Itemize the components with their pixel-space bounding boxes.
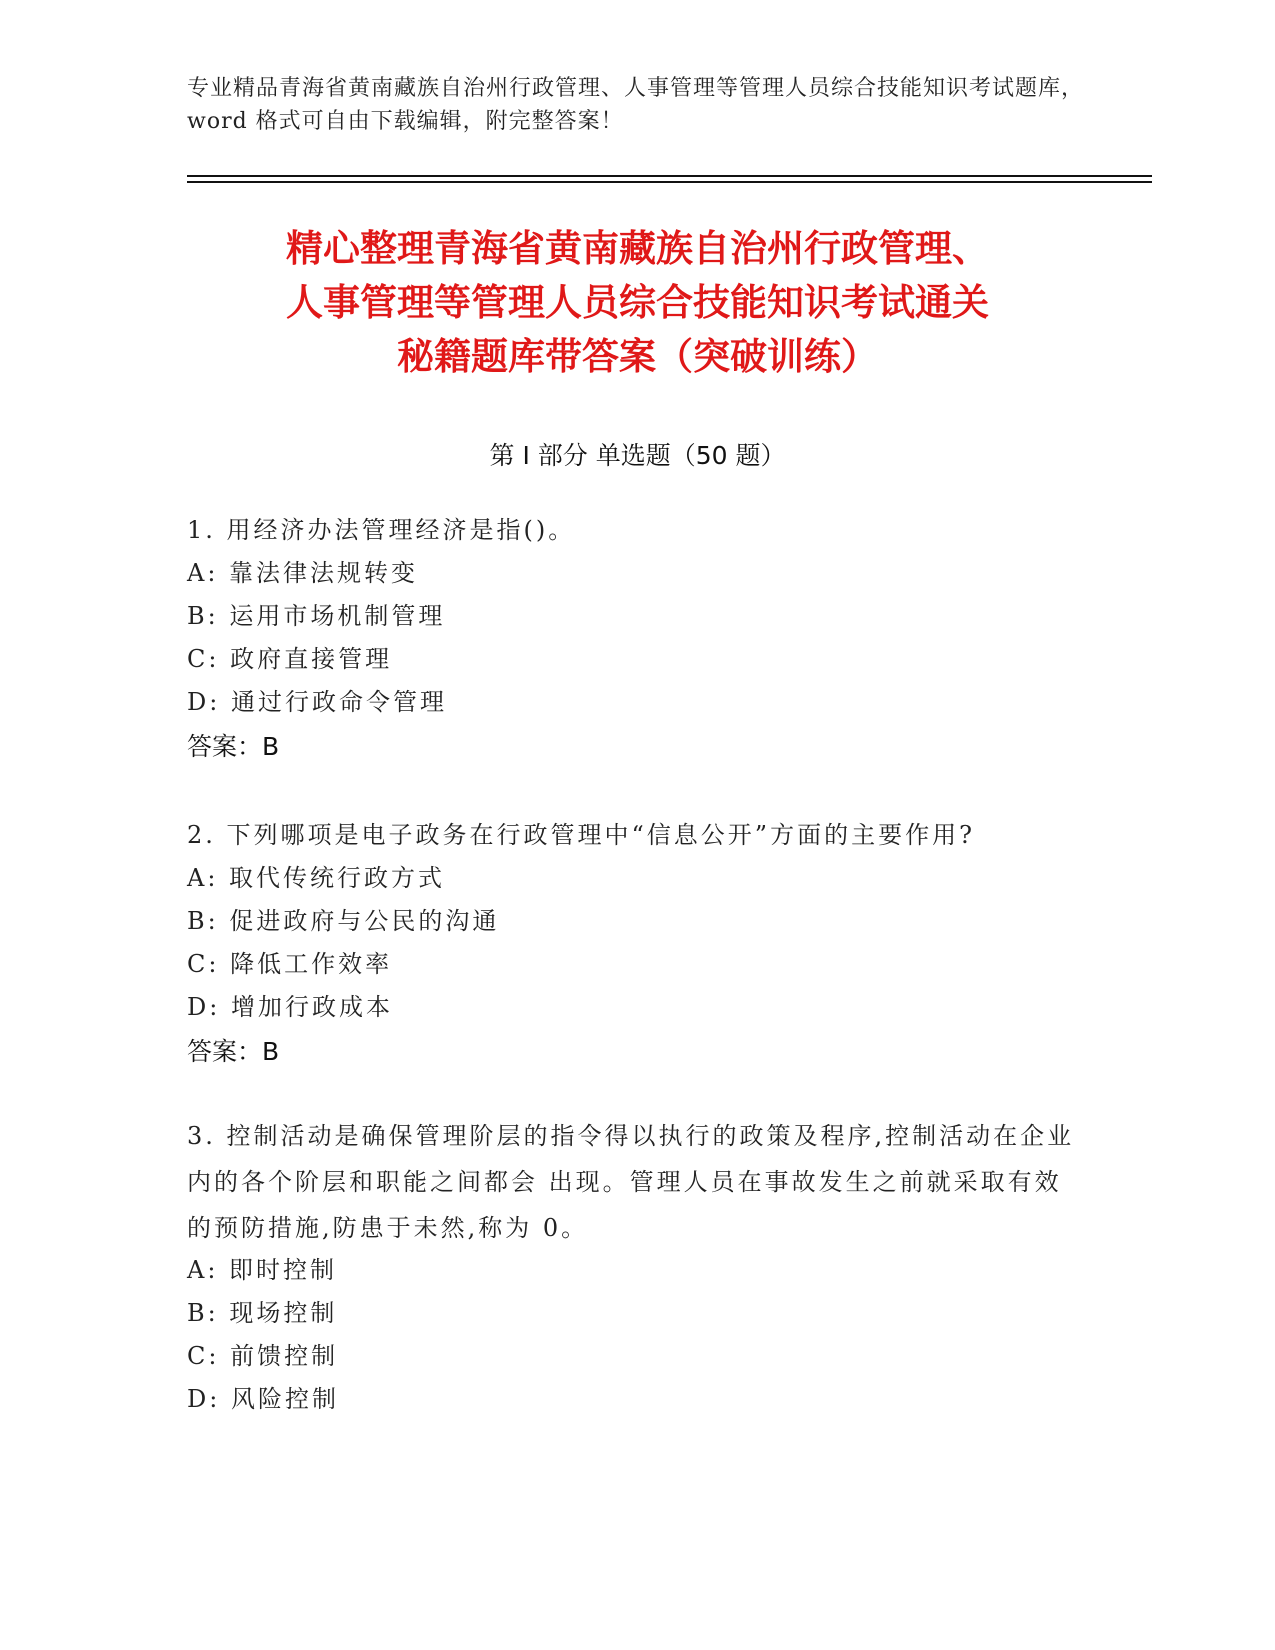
question-text: 1. 用经济办法管理经济是指()。 <box>187 516 576 544</box>
answer-text: 答案：B <box>187 1037 280 1066</box>
option-b: B: 现场控制 <box>187 1299 338 1327</box>
answer-text: 答案：B <box>187 732 280 761</box>
option-d: D: 通过行政命令管理 <box>187 688 447 716</box>
header-rule-top <box>187 175 1152 177</box>
option-a: A: 即时控制 <box>187 1256 338 1284</box>
option-a: A: 取代传统行政方式 <box>187 864 446 892</box>
option-b: B: 促进政府与公民的沟通 <box>187 907 500 935</box>
header-rule-bottom <box>187 181 1152 183</box>
option-c: C: 降低工作效率 <box>187 950 393 978</box>
title-line: 人事管理等管理人员综合技能知识考试通关 <box>286 281 989 324</box>
question-text: 2. 下列哪项是电子政务在行政管理中“信息公开”方面的主要作用? <box>187 821 975 849</box>
option-a: A: 靠法律法规转变 <box>187 559 419 587</box>
document-title <box>150 222 1125 384</box>
title-line: 精心整理青海省黄南藏族自治州行政管理、 <box>286 227 989 270</box>
question-text: 3. 控制活动是确保管理阶层的指令得以执行的政策及程序,控制活动在企业内的各个阶层和职能之间都会 出现。管理人员在事故发生之前就采取有效的预防措施,防患于未然,称为 0。 <box>187 1122 1075 1242</box>
option-c: C: 前馈控制 <box>187 1342 339 1370</box>
section-title: 第 I 部分 单选题（50 题） <box>489 441 786 470</box>
option-c: C: 政府直接管理 <box>187 645 393 673</box>
option-b: B: 运用市场机制管理 <box>187 602 446 630</box>
title-line: 秘籍题库带答案（突破训练） <box>397 335 878 378</box>
option-d: D: 增加行政成本 <box>187 993 393 1021</box>
header-note: 专业精品青海省黄南藏族自治州行政管理、人事管理等管理人员综合技能知识考试题库，word 格式可自由下载编辑，附完整答案！ <box>187 76 1085 134</box>
option-d: D: 风险控制 <box>187 1385 339 1413</box>
